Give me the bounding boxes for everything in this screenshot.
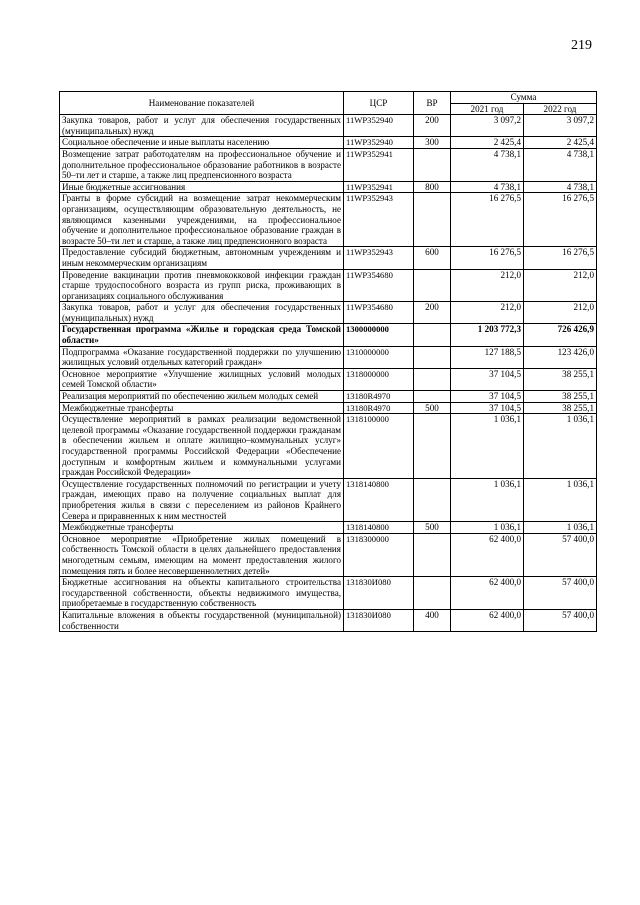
- cell-csr: 11WP352941: [344, 148, 414, 181]
- cell-csr: 11WP352940: [344, 115, 414, 137]
- cell-sum-2021: 1 036,1: [451, 522, 524, 534]
- cell-sum-2022: 212,0: [524, 302, 597, 324]
- cell-name: Основное мероприятие «Приобретение жилых помещений в собственность Томской области в целях дальнейшего предоставления многодетным семьям, имеющим на момент предоставления жилого помещения пять и более несовершеннолетних детей»: [60, 533, 344, 576]
- cell-sum-2022: 726 426,9: [524, 324, 597, 346]
- cell-sum-2021: 212,0: [451, 302, 524, 324]
- cell-vr: [414, 577, 451, 610]
- cell-vr: [414, 478, 451, 521]
- table-row: [60, 577, 597, 610]
- table-row: [60, 181, 597, 193]
- cell-sum-2022: 4 738,1: [524, 148, 597, 181]
- table-row: [60, 402, 597, 414]
- table-row: [60, 478, 597, 521]
- header-vr: ВР: [414, 92, 451, 115]
- cell-vr: 600: [414, 247, 451, 269]
- cell-name: Закупка товаров, работ и услуг для обеспечения государственных (муниципальных) нужд: [60, 302, 344, 324]
- header-year-2021: 2021 год: [451, 103, 524, 115]
- cell-name: Капитальные вложения в объекты государственной (муниципальной) собственности: [60, 609, 344, 631]
- cell-name: Межбюджетные трансферты: [60, 402, 344, 414]
- cell-csr: 1300000000: [344, 324, 414, 346]
- cell-sum-2021: 2 425,4: [451, 137, 524, 149]
- cell-csr: 1318300000: [344, 533, 414, 576]
- cell-vr: 500: [414, 402, 451, 414]
- cell-name: Бюджетные ассигнования на объекты капитального строительства государственной собственности, объекты недвижимого имущества, приобретаемые в государственную собственность: [60, 577, 344, 610]
- cell-name: Реализация мероприятий по обеспечению жильем молодых семей: [60, 391, 344, 403]
- cell-vr: 200: [414, 115, 451, 137]
- cell-name: Осуществление мероприятий в рамках реализации ведомственной целевой программы «Оказание государственной поддержки гражданам в обеспечении жильем и оплате жилищно–коммунальных услуг» государственной программы Российской Федерации «Обеспечение доступным и комфортным жильем и коммунальными услугами граждан Российской Федерации»: [60, 414, 344, 479]
- cell-sum-2021: 4 738,1: [451, 148, 524, 181]
- table-row: [60, 193, 597, 247]
- cell-vr: 500: [414, 522, 451, 534]
- table-row: [60, 522, 597, 534]
- cell-sum-2021: 37 104,5: [451, 391, 524, 403]
- cell-name: Государственная программа «Жилье и городская среда Томской области»: [60, 324, 344, 346]
- cell-csr: 11WP352943: [344, 193, 414, 247]
- cell-csr: 131830И080: [344, 609, 414, 631]
- cell-name: Подпрограмма «Оказание государственной поддержки по улучшению жилищных условий отдельных категорий граждан»: [60, 346, 344, 368]
- header-year-2022: 2022 год: [524, 103, 597, 115]
- cell-csr: 1318140800: [344, 478, 414, 521]
- header-csr: ЦСР: [344, 92, 414, 115]
- cell-sum-2022: 57 400,0: [524, 577, 597, 610]
- table-row: [60, 346, 597, 368]
- cell-sum-2021: 62 400,0: [451, 533, 524, 576]
- cell-name: Предоставление субсидий бюджетным, автономным учреждениям и иным некоммерческим организациям: [60, 247, 344, 269]
- table-row: [60, 391, 597, 403]
- cell-vr: [414, 533, 451, 576]
- cell-vr: [414, 414, 451, 479]
- cell-csr: 11WP354680: [344, 269, 414, 302]
- header-sum: Сумма: [451, 92, 597, 104]
- cell-sum-2021: 4 738,1: [451, 181, 524, 193]
- cell-sum-2022: 2 425,4: [524, 137, 597, 149]
- cell-name: Закупка товаров, работ и услуг для обеспечения государственных (муниципальных) нужд: [60, 115, 344, 137]
- cell-sum-2021: 127 188,5: [451, 346, 524, 368]
- cell-name: Проведение вакцинации против пневмококковой инфекции граждан старше трудоспособного возраста из групп риска, проживающих в организациях социального обслуживания: [60, 269, 344, 302]
- cell-sum-2022: 38 255,1: [524, 391, 597, 403]
- cell-name: Межбюджетные трансферты: [60, 522, 344, 534]
- cell-sum-2022: 16 276,5: [524, 193, 597, 247]
- table-row: [60, 302, 597, 324]
- cell-csr: 11WP352943: [344, 247, 414, 269]
- cell-sum-2021: 62 400,0: [451, 609, 524, 631]
- budget-table: [59, 91, 597, 632]
- cell-sum-2021: 1 036,1: [451, 478, 524, 521]
- cell-vr: 300: [414, 137, 451, 149]
- table-row: [60, 533, 597, 576]
- cell-name: Возмещение затрат работодателям на профессиональное обучение и дополнительное профессиональное образование работников в возрасте 50–ти лет и старше, а также лиц предпенсионного возраста: [60, 148, 344, 181]
- cell-name: Основное мероприятие «Улучшение жилищных условий молодых семей Томской области»: [60, 368, 344, 390]
- cell-sum-2022: 1 036,1: [524, 522, 597, 534]
- cell-vr: [414, 346, 451, 368]
- cell-sum-2022: 57 400,0: [524, 609, 597, 631]
- cell-sum-2021: 16 276,5: [451, 193, 524, 247]
- cell-sum-2022: 38 255,1: [524, 402, 597, 414]
- cell-sum-2021: 16 276,5: [451, 247, 524, 269]
- cell-sum-2021: 1 203 772,3: [451, 324, 524, 346]
- table-row: [60, 115, 597, 137]
- cell-csr: 1310000000: [344, 346, 414, 368]
- cell-vr: [414, 193, 451, 247]
- cell-sum-2021: 62 400,0: [451, 577, 524, 610]
- cell-vr: [414, 269, 451, 302]
- cell-sum-2021: 37 104,5: [451, 368, 524, 390]
- table-row: [60, 414, 597, 479]
- cell-name: Социальное обеспечение и иные выплаты населению: [60, 137, 344, 149]
- cell-vr: 200: [414, 302, 451, 324]
- cell-csr: 1318000000: [344, 368, 414, 390]
- table-body: [60, 115, 597, 632]
- cell-vr: [414, 324, 451, 346]
- table-row: [60, 148, 597, 181]
- cell-name: Осуществление государственных полномочий по регистрации и учету граждан, имеющих право на получение социальных выплат для приобретения жилья в связи с переселением из районов Крайнего Севера и приравненных к ним местностей: [60, 478, 344, 521]
- cell-sum-2022: 1 036,1: [524, 478, 597, 521]
- cell-name: Иные бюджетные ассигнования: [60, 181, 344, 193]
- cell-csr: 131830И080: [344, 577, 414, 610]
- cell-sum-2022: 4 738,1: [524, 181, 597, 193]
- cell-sum-2022: 123 426,0: [524, 346, 597, 368]
- page-number: 219: [571, 38, 592, 53]
- cell-sum-2022: 38 255,1: [524, 368, 597, 390]
- cell-csr: 13180R4970: [344, 391, 414, 403]
- cell-sum-2022: 212,0: [524, 269, 597, 302]
- cell-sum-2021: 1 036,1: [451, 414, 524, 479]
- cell-sum-2022: 1 036,1: [524, 414, 597, 479]
- table-row: [60, 247, 597, 269]
- cell-csr: 11WP354680: [344, 302, 414, 324]
- cell-csr: 11WP352940: [344, 137, 414, 149]
- cell-sum-2022: 57 400,0: [524, 533, 597, 576]
- cell-vr: 400: [414, 609, 451, 631]
- cell-sum-2021: 37 104,5: [451, 402, 524, 414]
- cell-name: Гранты в форме субсидий на возмещение затрат некоммерческим организациям, осуществляющим образовательную деятельность, не являющимся казенными учреждениями, на профессиональное обучение и дополнительное профессиональное образование граждан в возрасте 50–ти лет и старше, а также лиц предпенсионного возраста: [60, 193, 344, 247]
- cell-sum-2021: 212,0: [451, 269, 524, 302]
- cell-csr: 11WP352941: [344, 181, 414, 193]
- cell-sum-2022: 16 276,5: [524, 247, 597, 269]
- table-row: [60, 269, 597, 302]
- cell-csr: 13180R4970: [344, 402, 414, 414]
- header-name: Наименование показателей: [60, 92, 344, 115]
- table-row: [60, 137, 597, 149]
- cell-sum-2021: 3 097,2: [451, 115, 524, 137]
- table-row: [60, 609, 597, 631]
- cell-vr: [414, 391, 451, 403]
- cell-vr: [414, 148, 451, 181]
- table-row: [60, 324, 597, 346]
- cell-csr: 1318140800: [344, 522, 414, 534]
- table-row: [60, 368, 597, 390]
- cell-vr: 800: [414, 181, 451, 193]
- cell-sum-2022: 3 097,2: [524, 115, 597, 137]
- cell-vr: [414, 368, 451, 390]
- cell-csr: 1318100000: [344, 414, 414, 479]
